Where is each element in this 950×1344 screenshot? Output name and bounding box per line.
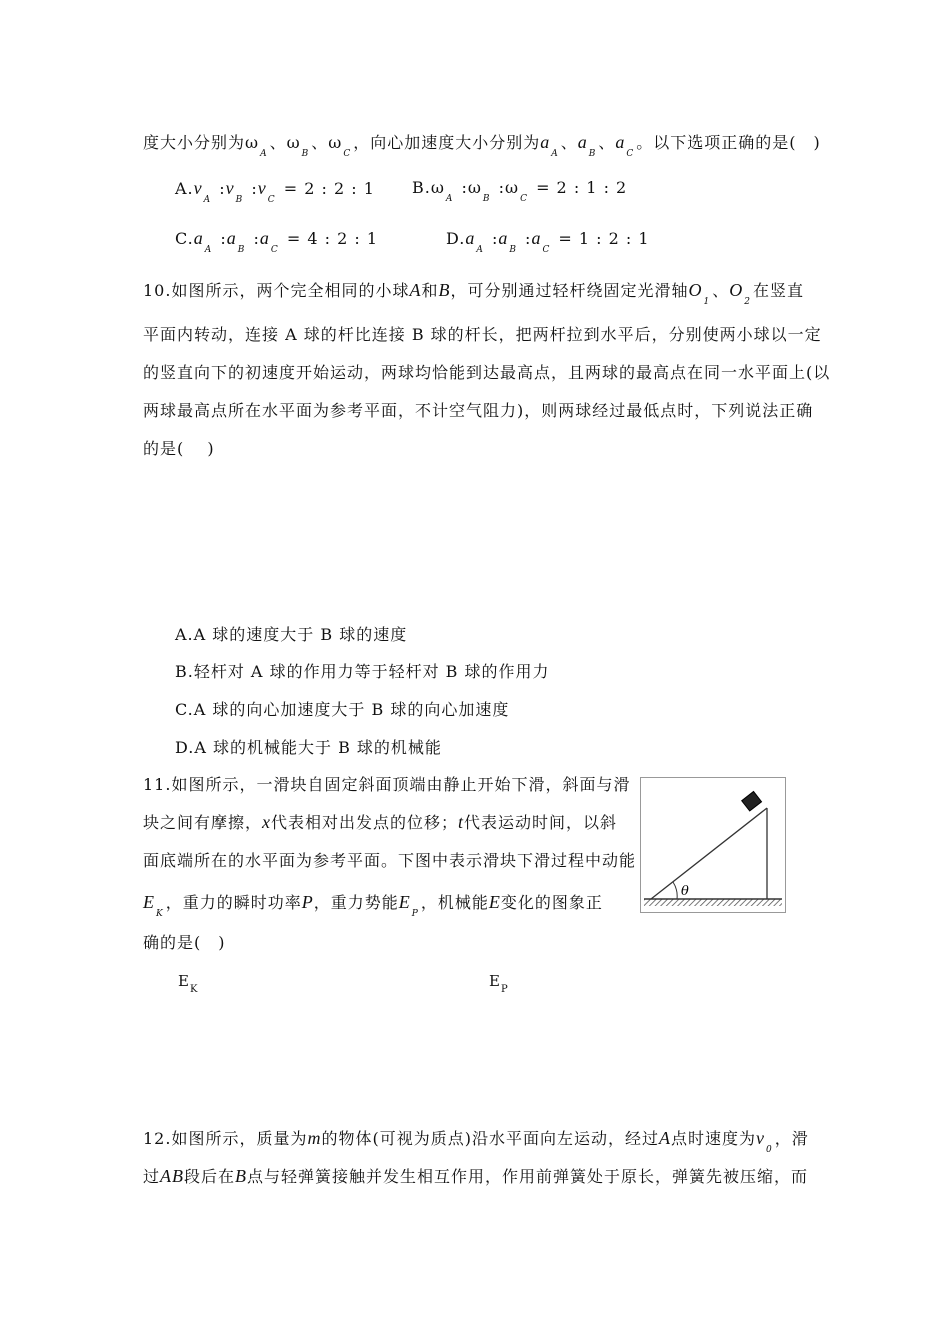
sep: 、 — [560, 133, 578, 152]
ratio: = 1 : 2 : 1 — [558, 229, 650, 248]
q10-option-a[interactable]: A.A 球的速度大于 B 球的速度 — [175, 625, 408, 644]
sub: A — [203, 195, 212, 205]
sep: 、 — [311, 133, 329, 152]
colon: : — [491, 229, 499, 248]
ground-hatching — [644, 899, 782, 906]
axis-o2: O — [729, 280, 744, 300]
q9-option-a[interactable] — [175, 178, 375, 205]
q10-line-2: 平面内转动，连接 A 球的杆比连接 B 球的杆长，把两杆拉到水平后，分别使两小球以一定 — [143, 325, 822, 344]
sub: B — [235, 195, 244, 205]
point-b: B — [235, 1166, 248, 1186]
text: 代表相对出发点的位移； — [271, 813, 459, 832]
q9-option-c[interactable] — [175, 228, 378, 255]
q9-intro-text-a: 度大小分别为 — [143, 133, 246, 152]
sub-a: A — [260, 149, 268, 159]
sub: B — [509, 245, 517, 255]
sub: B — [237, 245, 246, 255]
colon: : — [253, 229, 260, 248]
colon: : — [498, 178, 506, 197]
incline-surface — [651, 808, 767, 899]
q11-line-1: 11.如图所示，一滑块自固定斜面顶端由静止开始下滑，斜面与滑 — [143, 775, 631, 794]
sep: 、 — [712, 281, 730, 300]
var: ω — [505, 178, 520, 197]
axis-o1: O — [688, 280, 703, 300]
text: 过 — [143, 1167, 161, 1186]
text: 点与轻弹簧接触并发生相互作用，作用前弹簧处于原长，弹簧先被压缩，而 — [247, 1167, 809, 1186]
var-p: P — [301, 892, 314, 912]
angle-arc — [673, 882, 677, 899]
q12-line-2 — [143, 1164, 808, 1187]
text: 10.如图所示，两个完全相同的小球 — [143, 281, 410, 300]
option-label: D. — [446, 229, 466, 248]
q10-line-1 — [143, 278, 804, 307]
q10-line-5: 的是( ) — [143, 439, 215, 458]
var-v: v — [755, 1128, 765, 1148]
graph-axis-ek — [178, 972, 199, 995]
sub: P — [411, 909, 419, 919]
text: ，机械能 — [420, 893, 489, 912]
axis-sub: P — [500, 984, 509, 995]
var-x: x — [262, 812, 272, 832]
text: 的物体(可视为质点)沿水平面向左运动，经过 — [321, 1129, 659, 1148]
option-label: B. — [412, 178, 431, 197]
var-e: E — [488, 892, 501, 912]
sep: 、 — [269, 133, 287, 152]
sub: C — [270, 245, 279, 255]
incline-figure — [640, 777, 786, 913]
q11-line-5: 确的是( ) — [143, 933, 226, 952]
var: a — [226, 228, 237, 248]
omega-b: ω — [286, 133, 301, 152]
var: ω — [430, 178, 445, 197]
colon: : — [461, 178, 468, 197]
text: 段后在 — [184, 1167, 236, 1186]
colon: : — [220, 229, 227, 248]
var-t: t — [458, 812, 465, 832]
text: 点时速度为 — [670, 1129, 756, 1148]
text: 在竖直 — [752, 281, 804, 300]
sub: B — [482, 194, 491, 204]
sub-b: B — [588, 149, 597, 159]
ratio: = 4 : 2 : 1 — [286, 229, 378, 248]
axis-label: E — [489, 972, 501, 990]
q11-line-4 — [143, 890, 603, 919]
axis-sub: K — [189, 984, 199, 995]
a-a: a — [540, 132, 551, 152]
colon: : — [219, 179, 226, 198]
var: a — [259, 228, 270, 248]
text: ，滑 — [774, 1129, 809, 1148]
text: 块之间有摩擦， — [143, 813, 263, 832]
q12-line-1 — [143, 1126, 809, 1155]
sub-c: C — [343, 149, 352, 159]
var: a — [193, 228, 204, 248]
var: a — [465, 228, 476, 248]
axis-label: E — [178, 972, 190, 990]
a-b: a — [577, 132, 588, 152]
q9-intro-line — [143, 130, 821, 159]
colon: : — [525, 229, 532, 248]
segment-ab: AB — [160, 1166, 185, 1186]
var: v — [257, 178, 267, 198]
graph-axis-ep — [489, 972, 509, 995]
incline-diagram — [641, 778, 785, 912]
sub: K — [156, 909, 164, 919]
ball-b: B — [438, 280, 451, 300]
colon: : — [251, 179, 258, 198]
sub: C — [542, 245, 551, 255]
ratio: = 2 : 1 : 2 — [536, 178, 628, 197]
q9-option-b[interactable] — [412, 178, 628, 204]
q10-option-c[interactable]: C.A 球的向心加速度大于 B 球的向心加速度 — [175, 700, 510, 719]
var: ω — [467, 178, 482, 197]
theta-label: θ — [681, 884, 689, 899]
var-e: E — [143, 892, 155, 912]
text: 12.如图所示，质量为 — [143, 1129, 308, 1148]
sub: A — [204, 245, 213, 255]
text: 变化的图象正 — [500, 893, 603, 912]
q9-intro-text-c: 。以下选项正确的是( ) — [636, 133, 821, 152]
text: ，重力势能 — [313, 893, 399, 912]
sub-b: B — [301, 149, 310, 159]
sub-a: A — [551, 149, 559, 159]
text: 代表运动时间，以斜 — [464, 813, 618, 832]
var-e: E — [398, 892, 411, 912]
option-label: A. — [175, 179, 194, 198]
sub: A — [445, 194, 454, 204]
ball-a: A — [409, 280, 422, 300]
ratio: = 2 : 2 : 1 — [283, 179, 375, 198]
sub: 0 — [765, 1145, 773, 1155]
sub: C — [267, 195, 276, 205]
q11-line-2 — [143, 810, 617, 833]
sub: 1 — [703, 297, 711, 307]
sub: A — [476, 245, 484, 255]
q10-line-4: 两球最高点所在水平面为参考平面，不计空气阻力)，则两球经过最低点时，下列说法正确 — [143, 401, 814, 420]
var: a — [498, 228, 509, 248]
sep: 、 — [598, 133, 616, 152]
a-c: a — [615, 132, 626, 152]
q9-intro-text-b: ，向心加速度大小分别为 — [353, 133, 541, 152]
point-a: A — [658, 1128, 671, 1148]
sub: C — [520, 194, 528, 204]
sub: 2 — [744, 297, 751, 307]
slider-block — [742, 792, 762, 811]
var: a — [531, 228, 542, 248]
var-m: m — [307, 1128, 322, 1148]
q10-option-b[interactable]: B.轻杆对 A 球的作用力等于轻杆对 B 球的作用力 — [175, 662, 550, 681]
q11-line-3: 面底端所在的水平面为参考平面。下图中表示滑块下滑过程中动能 — [143, 851, 637, 870]
sub-c: C — [626, 149, 635, 159]
q9-option-d[interactable] — [446, 228, 650, 255]
option-label: C. — [175, 229, 194, 248]
q10-option-d[interactable]: D.A 球的机械能大于 B 球的机械能 — [175, 738, 442, 757]
text: ，可分别通过轻杆绕固定光滑轴 — [450, 281, 689, 300]
text: 和 — [421, 281, 439, 300]
q10-line-3: 的竖直向下的初速度开始运动，两球均恰能到达最高点，且两球的最高点在同一水平面上(以 — [143, 363, 831, 382]
var: v — [193, 178, 203, 198]
text: ，重力的瞬时功率 — [165, 893, 302, 912]
var: v — [225, 178, 235, 198]
omega-a: ω — [245, 133, 260, 152]
omega-c: ω — [328, 133, 343, 152]
